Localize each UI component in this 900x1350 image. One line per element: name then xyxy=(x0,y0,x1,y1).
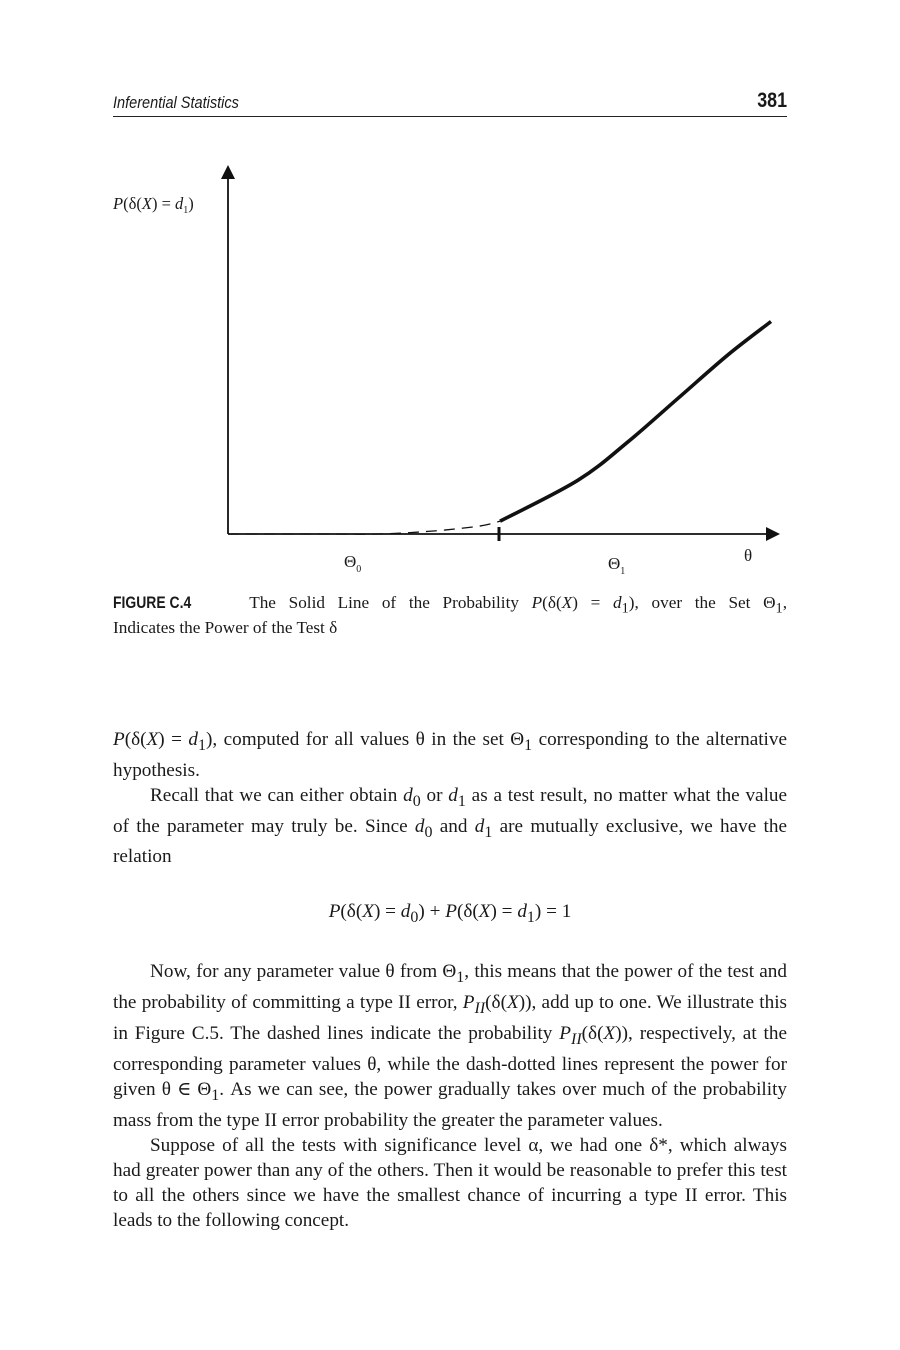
paragraph-1: $P(\delta(X) = d_1)$, computed for all values θ in the set $\Theta_1$ corresponding to the alternative hypothesis. xyxy=(113,729,787,781)
body-text xyxy=(113,727,787,1233)
dashed-probability-curve xyxy=(228,521,500,534)
solid-power-curve xyxy=(500,322,771,522)
region-label-theta0: $\Theta_0$ xyxy=(344,552,362,575)
x-axis-label: θ xyxy=(744,546,753,565)
y-axis-label: $P(\delta(X) = d_1)$ xyxy=(113,194,194,216)
figure-caption-line2: Indicates the Power of the Test δ xyxy=(113,618,338,637)
page-number: 381 xyxy=(757,89,787,112)
paragraph-3: Now, for any parameter value θ from $\Theta_1$, this means that the power of the test and the probability of committing a type II error, $P_{II}(\delta(X))$, add up to one. We illustrate this in Figure C.5. The dashed lines indicate the probability $P_{II}(\delta(X))$, respectively, at the corresponding parameter values θ, while the dash-dotted lines represent the power for given θ ∈ $\Theta_1$. As we can see, the power gradually takes over much of the probability mass from the type II error probability the greater the parameter values. xyxy=(113,961,787,1131)
paragraph-4: Suppose of all the tests with significance level α, we had one δ*, which always had greater power than any of the others. Then it would be reasonable to prefer this test to all the others since we have the smallest chance of incurring a type II error. This leads to the following concept. xyxy=(113,1134,787,1231)
equation: $P(\delta(X) = d_0) + P(\delta(X) = d_1) = 1$ xyxy=(328,901,572,927)
paragraph-2: Recall that we can either obtain $d_0$ or $d_1$ as a test result, no matter what the value of the parameter may truly be. Since $d_0$ and $d_1$ are mutually exclusive, we have the relation xyxy=(113,784,788,868)
figure-label: FIGURE C.4 xyxy=(113,593,192,612)
running-title: Inferential Statistics xyxy=(113,94,239,112)
figure-caption: FIGURE C.4 The Solid Line of the Probability $P(\delta(X) = d_1)$, over the Set $\Theta_1$, xyxy=(113,590,787,621)
x-axis-arrowhead xyxy=(766,527,780,541)
power-function-figure xyxy=(0,0,900,590)
region-label-theta1: $\Theta_1$ xyxy=(608,554,626,577)
y-axis-arrowhead xyxy=(221,165,235,179)
